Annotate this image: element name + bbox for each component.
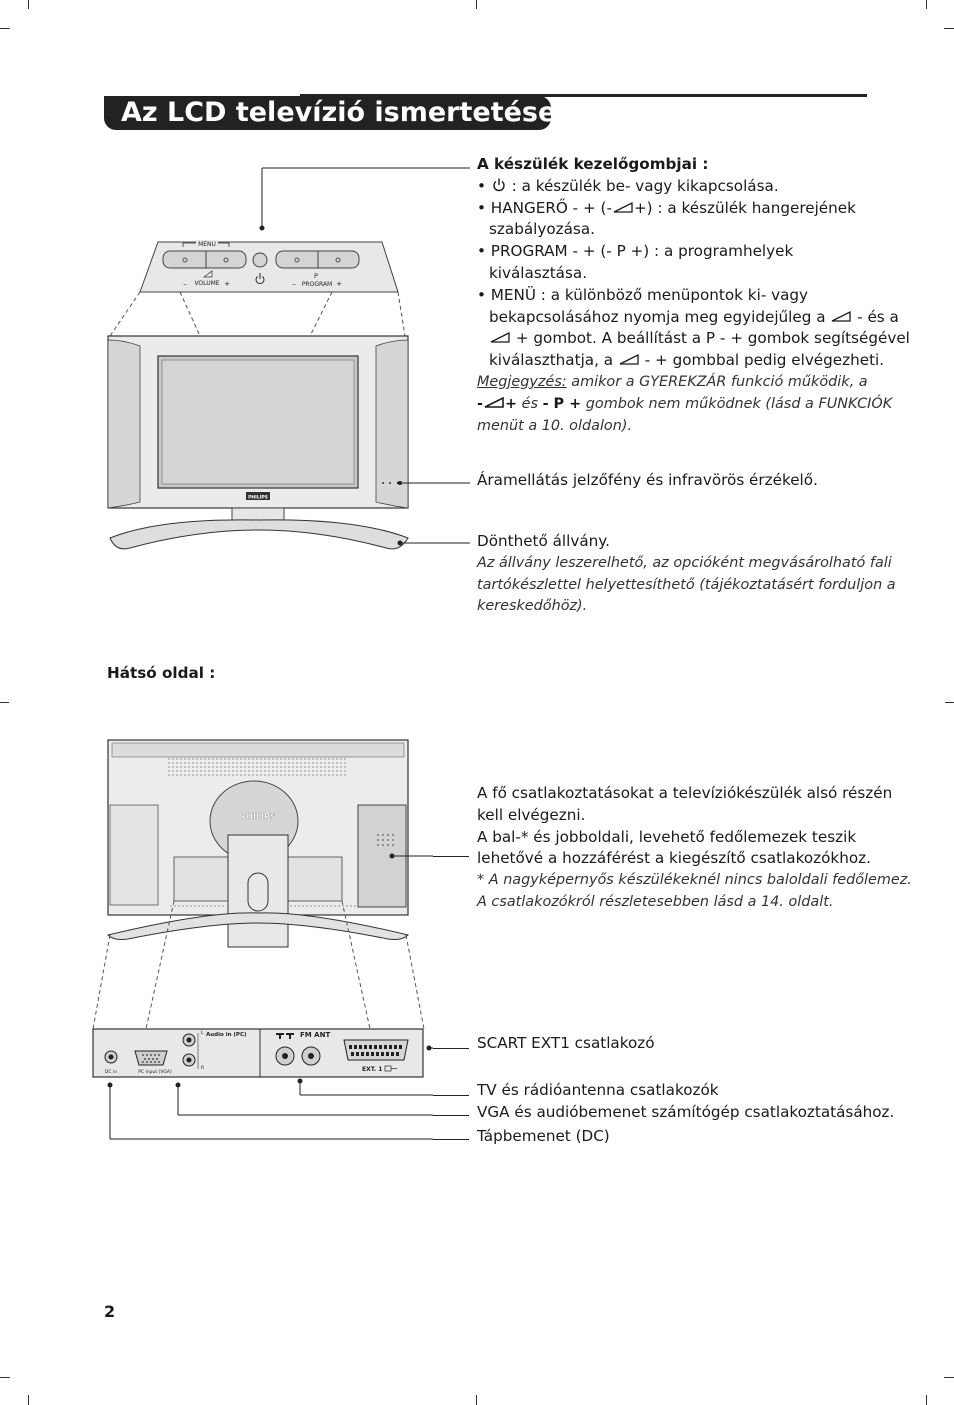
volume-minus-label: – bbox=[183, 280, 187, 288]
volume-icon bbox=[618, 352, 640, 366]
program-label: PROGRAM bbox=[301, 281, 333, 288]
crop-mark bbox=[0, 1377, 10, 1378]
program-item: • PROGRAM - + (- P +) : a programhelyek bbox=[477, 242, 794, 261]
ext1-label: EXT. 1 bbox=[362, 1066, 383, 1073]
back-heading: Hátsó oldal : bbox=[107, 664, 216, 682]
stand-description: Dönthető állvány. Az állvány leszerelhető, az opcióként megvásárolható fali tartókészlettel helyettesíthető (tájékoztatásért forduljon a kereskedőhöz). bbox=[477, 532, 896, 615]
crop-mark bbox=[0, 28, 10, 29]
fm-ant-label: FM ANT bbox=[300, 1031, 331, 1039]
crop-mark bbox=[476, 0, 477, 9]
dc-label: Tápbemenet (DC) bbox=[477, 1127, 610, 1145]
volume-icon bbox=[489, 330, 511, 344]
crop-mark bbox=[926, 1395, 927, 1405]
crop-mark bbox=[0, 702, 9, 703]
crop-mark bbox=[944, 28, 954, 29]
crop-mark bbox=[944, 1377, 954, 1378]
menu-label: MENU bbox=[198, 241, 216, 248]
antenna-label: TV és rádióantenna csatlakozók bbox=[477, 1081, 719, 1099]
controls-heading: A készülék kezelőgombjai : bbox=[477, 155, 709, 173]
pc-input-label: PC input (VGA) bbox=[138, 1070, 172, 1075]
p-label: P bbox=[314, 272, 318, 280]
brand-logo-back: PHILIPS bbox=[240, 812, 276, 821]
menu-item: • MENÜ : a különböző menüpontok ki- vagy bbox=[477, 285, 809, 304]
power-item: • : a készülék be- vagy kikapcsolása. bbox=[477, 176, 779, 195]
audio-l-label: L bbox=[201, 1031, 204, 1036]
program-plus-label: + bbox=[336, 280, 342, 288]
tv-back-illustration bbox=[88, 735, 433, 1155]
page-title: Az LCD televízió ismertetése bbox=[104, 96, 551, 130]
leader-line bbox=[433, 1048, 469, 1049]
back-description: A fő csatlakoztatásokat a televíziókészülék alsó részén kell elvégezni. A bal-* és jobboldali, levehető fedőlemezek teszik lehetővé a hozzáférést a kiegészítő csatlakozókhoz. * A nagyképernyős készülékeknél nincs baloldali fedőlemez. A csatlakozókról részletesebben lásd a 14. oldalt. bbox=[477, 784, 912, 910]
audio-in-label: Audio in (PC) bbox=[206, 1032, 247, 1038]
crop-mark bbox=[945, 702, 954, 703]
vga-label: VGA és audióbemenet számítógép csatlakoztatásához. bbox=[477, 1103, 895, 1121]
volume-item: • HANGERŐ - + (- +) : a készülék hangerejének bbox=[477, 198, 856, 217]
leader-line bbox=[433, 1095, 469, 1096]
leader-line bbox=[433, 1115, 469, 1116]
volume-plus-label: + bbox=[224, 280, 230, 288]
power-icon bbox=[491, 178, 507, 192]
volume-icon bbox=[483, 395, 505, 409]
power-indicator-label: Áramellátás jelzőfény és infravörös érzékelő. bbox=[477, 471, 818, 489]
dc-in-label: DC in bbox=[104, 1070, 118, 1075]
brand-logo: PHILIPS bbox=[248, 495, 268, 501]
leader-line bbox=[433, 1139, 469, 1140]
crop-mark bbox=[28, 0, 29, 9]
leader-line bbox=[433, 856, 469, 857]
program-minus-label: – bbox=[292, 280, 296, 288]
scart-label: SCART EXT1 csatlakozó bbox=[477, 1034, 655, 1052]
tv-front-illustration bbox=[100, 150, 480, 570]
crop-mark bbox=[28, 1395, 29, 1405]
audio-r-label: R bbox=[201, 1066, 205, 1071]
volume-icon bbox=[612, 200, 634, 214]
controls-note: Megjegyzés: amikor a GYEREKZÁR funkció működik, a bbox=[477, 373, 868, 390]
stand-title: Dönthető állvány. bbox=[477, 532, 610, 550]
controls-description: A készülék kezelőgombjai : • : a készülék be- vagy kikapcsolása. • HANGERŐ - + (- +) : a készülék hangerejének szabályozása. • PROGRAM - + (- P +) : a programhelyek kiválasztása. • MENÜ : a különböző menüpontok ki- vagy bekapcsolásához nyomja meg egyidejűleg a - és a + gombot. A beállítást a P - + gombok segítségével kiválaszthatja, a - + gombbal pedig elvégezheti. Megjegyzés: amikor a GYEREKZÁR funkció működik, a - + és - P + gombok nem működnek (lásd a FUNKCIÓK menüt a 10. oldalon). bbox=[477, 155, 910, 434]
volume-label: VOLUME bbox=[194, 280, 220, 287]
page-number: 2 bbox=[104, 1302, 116, 1321]
crop-mark bbox=[926, 0, 927, 9]
crop-mark bbox=[476, 1395, 477, 1405]
volume-icon bbox=[830, 309, 852, 323]
